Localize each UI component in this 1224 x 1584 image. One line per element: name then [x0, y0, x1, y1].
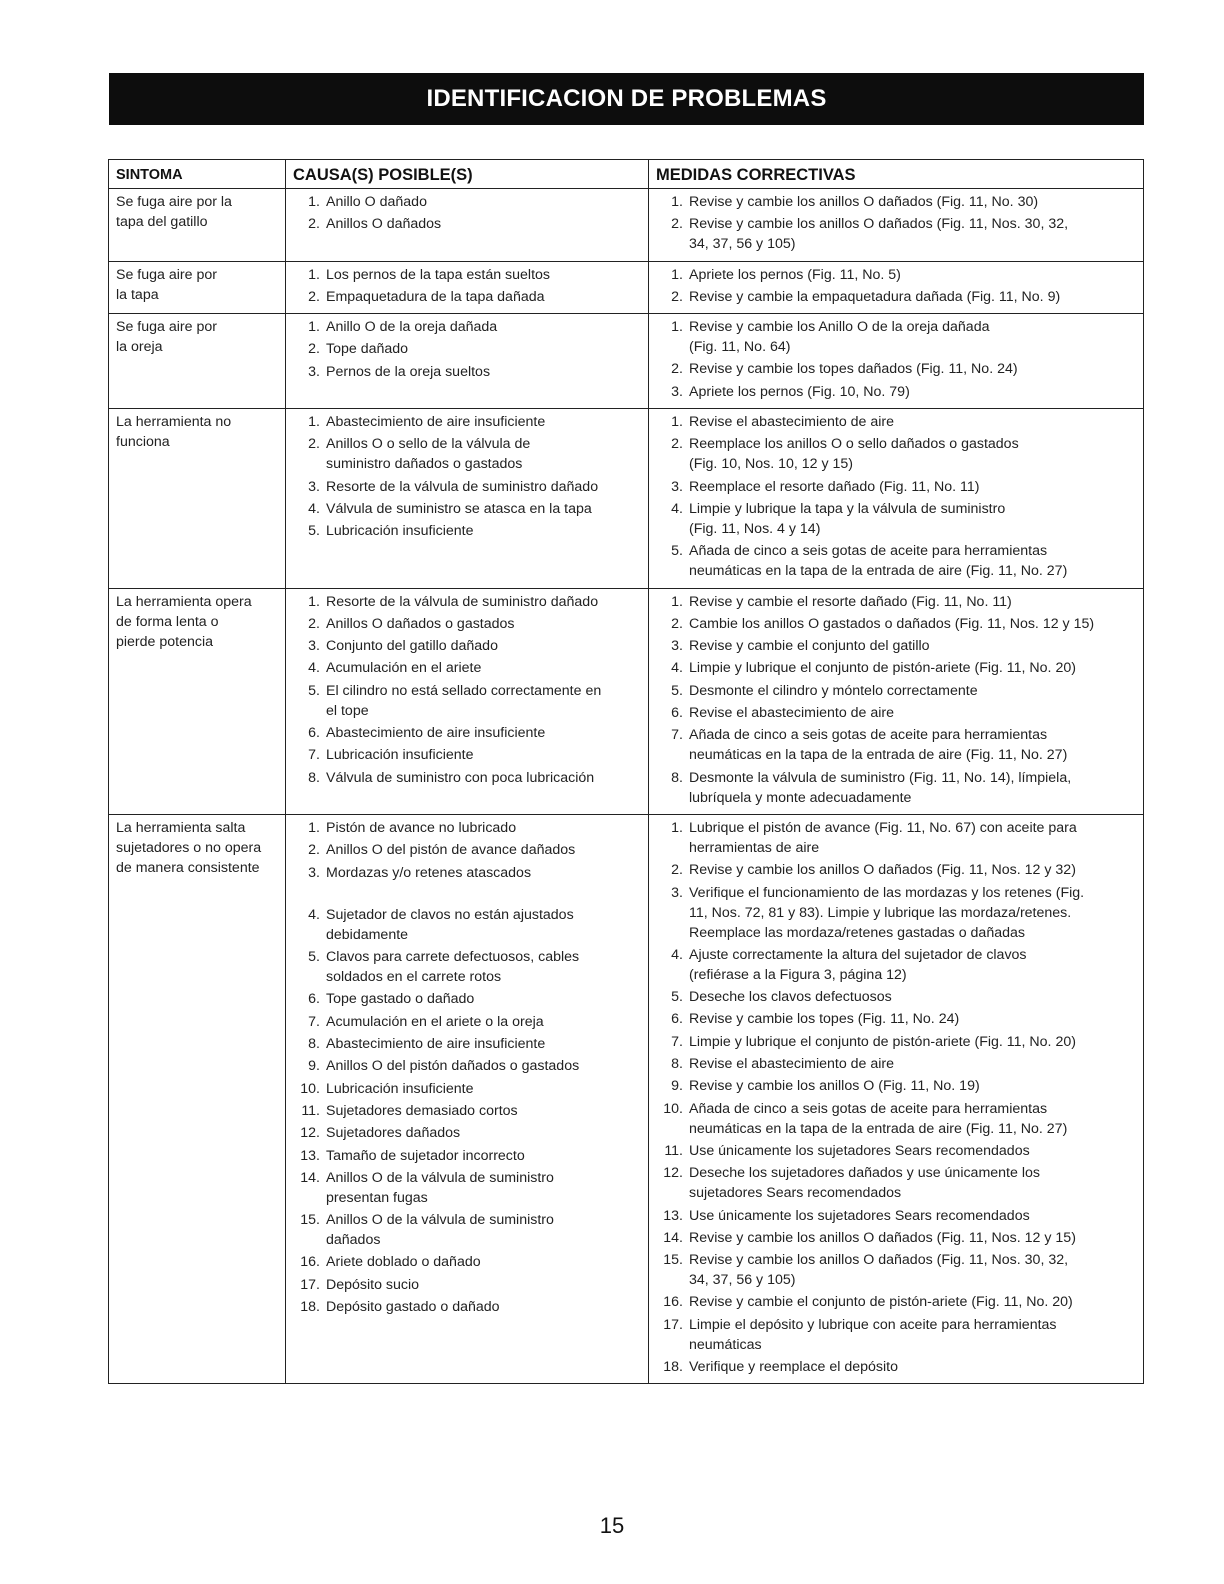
remedies-list: [653, 412, 1139, 581]
cause-item: [290, 1079, 644, 1099]
symptom-cell: La herramienta opera de forma lenta o pierde potencia: [109, 588, 286, 814]
item-number: 5.: [671, 543, 683, 560]
cause-item: [290, 1275, 644, 1295]
item-text: Pernos de la oreja sueltos: [326, 363, 491, 380]
item-text: Revise y cambie el conjunto de pistón-ariete (Fig. 11, No. 20): [689, 1294, 1073, 1311]
symptom-cell: Se fuga aire por la tapa del gatillo: [109, 189, 286, 262]
remedy-item: [653, 1315, 1139, 1355]
item-text: Revise y cambie los anillos O dañados (Fig. 11, Nos. 30, 32, 34, 37, 56 y 105): [689, 216, 1069, 253]
item-number: 6.: [671, 1011, 683, 1028]
item-text: Acumulación en el ariete o la oreja: [326, 1013, 544, 1030]
item-number: 2.: [671, 862, 683, 879]
causes-list: [290, 818, 644, 1317]
remedy-item: [653, 1206, 1139, 1226]
cause-item: [290, 840, 644, 860]
item-number: 6.: [671, 705, 683, 722]
remedies-cell: [649, 189, 1144, 262]
item-number: 1.: [671, 819, 683, 836]
item-number: 1.: [671, 593, 683, 610]
cause-item: [290, 1297, 644, 1317]
item-number: 4.: [308, 906, 320, 923]
item-number: 15.: [663, 1252, 683, 1269]
remedy-item: [653, 1141, 1139, 1161]
cause-item: [290, 636, 644, 656]
item-number: 1.: [671, 194, 683, 210]
item-number: 8.: [671, 769, 683, 786]
item-text: Anillos O del pistón de avance dañados: [326, 842, 576, 859]
item-number: 2.: [671, 288, 683, 305]
item-text: Revise el abastecimiento de aire: [689, 705, 895, 722]
table-row: [109, 588, 1144, 814]
item-text: Lubricación insuficiente: [326, 747, 474, 764]
remedy-item: [653, 818, 1139, 858]
remedy-item: [653, 1292, 1139, 1312]
remedy-item: [653, 1099, 1139, 1139]
item-number: 5.: [308, 949, 320, 966]
cause-item: [290, 499, 644, 519]
table-row: [109, 189, 1144, 262]
remedies-list: [653, 317, 1139, 402]
item-number: 1.: [671, 414, 683, 431]
item-text: Tope gastado o dañado: [326, 991, 475, 1008]
item-number: 1.: [671, 266, 683, 283]
cause-item: [290, 412, 644, 432]
remedy-item: [653, 945, 1139, 985]
item-number: 6.: [308, 991, 320, 1008]
remedies-cell: [649, 588, 1144, 814]
remedy-item: [653, 883, 1139, 943]
cause-item: [290, 818, 644, 838]
item-text: Depósito sucio: [326, 1276, 420, 1293]
item-number: 7.: [308, 747, 320, 764]
item-number: 3.: [671, 478, 683, 495]
item-number: 12.: [300, 1125, 320, 1142]
item-number: 2.: [671, 615, 683, 632]
item-number: 10.: [300, 1080, 320, 1097]
item-number: 1.: [671, 319, 683, 336]
item-number: 3.: [308, 638, 320, 655]
item-text: Apriete los pernos (Fig. 11, No. 5): [689, 266, 901, 283]
cause-item: [290, 614, 644, 634]
remedy-item: [653, 541, 1139, 581]
cause-item: [290, 265, 644, 285]
table-row: [109, 314, 1144, 409]
causes-list: [290, 192, 644, 234]
cause-item: [290, 1210, 644, 1250]
item-text: Abastecimiento de aire insuficiente: [326, 725, 546, 742]
cause-item: [290, 1101, 644, 1121]
cause-item: [290, 434, 644, 474]
item-number: 8.: [308, 1036, 320, 1053]
page-title: IDENTIFICACION DE PROBLEMAS: [426, 85, 827, 112]
header-remedies: MEDIDAS CORRECTIVAS: [649, 160, 1144, 189]
item-text: Revise y cambie los anillos O dañados (Fig. 11, Nos. 12 y 15): [689, 1229, 1076, 1246]
causes-cell: [286, 261, 649, 314]
item-number: 2.: [308, 615, 320, 632]
cause-item: [290, 1252, 644, 1272]
item-number: 3.: [308, 478, 320, 495]
table-row: [109, 814, 1144, 1383]
table-row: [109, 409, 1144, 588]
header-symptom: SINTOMA: [109, 160, 286, 189]
remedy-item: [653, 499, 1139, 539]
item-text: Revise y cambie los anillos O dañados (Fig. 11, Nos. 30, 32, 34, 37, 56 y 105): [689, 1252, 1069, 1289]
item-text: Revise y cambie los topes (Fig. 11, No. 24): [689, 1011, 960, 1028]
remedy-item: [653, 681, 1139, 701]
item-text: Ariete doblado o dañado: [326, 1254, 481, 1271]
item-text: Válvula de suministro se atasca en la tapa: [326, 500, 592, 517]
remedy-item: [653, 1009, 1139, 1029]
causes-cell: [286, 814, 649, 1383]
item-text: Resorte de la válvula de suministro dañado: [326, 478, 599, 495]
cause-item: [290, 1168, 644, 1208]
causes-list: [290, 317, 644, 382]
remedy-item: [653, 1357, 1139, 1377]
remedy-item: [653, 1032, 1139, 1052]
cause-item: [290, 339, 644, 359]
causes-cell: [286, 189, 649, 262]
causes-cell: [286, 409, 649, 588]
item-number: 7.: [308, 1013, 320, 1030]
causes-list: [290, 592, 644, 788]
item-number: 9.: [308, 1058, 320, 1075]
item-text: Resorte de la válvula de suministro dañado: [326, 593, 599, 610]
item-text: Desmonte el cilindro y móntelo correctamente: [689, 682, 978, 699]
cause-item: [290, 287, 644, 307]
item-number: 17.: [663, 1316, 683, 1333]
item-number: 1.: [308, 819, 320, 836]
remedy-item: [653, 592, 1139, 612]
table-body: [109, 189, 1144, 1384]
item-text: Revise el abastecimiento de aire: [689, 1056, 895, 1073]
item-text: Añada de cinco a seis gotas de aceite para herramientas neumáticas en la tapa de la entrada de aire (Fig. 11, No. 27): [689, 543, 1068, 580]
causes-list: [290, 412, 644, 541]
causes-cell: [286, 314, 649, 409]
item-text: Válvula de suministro con poca lubricación: [326, 769, 595, 786]
cause-item: [290, 681, 644, 721]
item-number: 9.: [671, 1078, 683, 1095]
item-number: 4.: [671, 500, 683, 517]
item-text: Ajuste correctamente la altura del sujetador de clavos (refiérase a la Figura 3, página 12): [689, 946, 1027, 983]
item-text: Anillo O dañado: [326, 194, 427, 210]
item-number: 18.: [300, 1298, 320, 1315]
item-number: 2.: [308, 842, 320, 859]
cause-item: [290, 1056, 644, 1076]
item-text: Anillos O o sello de la válvula de suministro dañados o gastados: [326, 436, 531, 473]
remedy-item: [653, 287, 1139, 307]
item-text: Revise y cambie los topes dañados (Fig. 11, No. 24): [689, 361, 1018, 378]
item-number: 4.: [671, 660, 683, 677]
item-text: Revise y cambie la empaquetadura dañada (Fig. 11, No. 9): [689, 288, 1061, 305]
item-text: Anillo O de la oreja dañada: [326, 319, 498, 336]
item-text: Conjunto del gatillo dañado: [326, 638, 498, 655]
item-text: Añada de cinco a seis gotas de aceite para herramientas neumáticas en la tapa de la entrada de aire (Fig. 11, No. 27): [689, 727, 1068, 764]
item-text: Sujetador de clavos no están ajustados debidamente: [326, 906, 574, 943]
cause-item: [290, 521, 644, 541]
cause-item: [290, 1146, 644, 1166]
remedy-item: [653, 987, 1139, 1007]
item-text: Reemplace el resorte dañado (Fig. 11, No. 11): [689, 478, 980, 495]
header-causes: CAUSA(S) POSIBLE(S): [286, 160, 649, 189]
table-row: [109, 261, 1144, 314]
item-text: Pistón de avance no lubricado: [326, 819, 517, 836]
symptom-cell: Se fuga aire por la tapa: [109, 261, 286, 314]
item-number: 3.: [671, 638, 683, 655]
item-number: 2.: [308, 341, 320, 358]
item-number: 7.: [671, 1033, 683, 1050]
item-number: 13.: [663, 1207, 683, 1224]
item-text: Añada de cinco a seis gotas de aceite para herramientas neumáticas en la tapa de la entrada de aire (Fig. 11, No. 27): [689, 1100, 1068, 1137]
item-text: Use únicamente los sujetadores Sears recomendados: [689, 1207, 1030, 1224]
item-number: 8.: [671, 1056, 683, 1073]
item-text: Lubrique el pistón de avance (Fig. 11, No. 67) con aceite para herramientas de aire: [689, 819, 1077, 856]
remedy-item: [653, 703, 1139, 723]
item-text: Deseche los sujetadores dañados y use únicamente los sujetadores Sears recomendados: [689, 1165, 1040, 1202]
item-text: Anillos O dañados: [326, 216, 442, 233]
item-text: Tope dañado: [326, 341, 409, 358]
remedy-item: [653, 1163, 1139, 1203]
item-number: 18.: [663, 1358, 683, 1375]
item-number: 3.: [671, 884, 683, 901]
item-text: Acumulación en el ariete: [326, 660, 482, 677]
item-number: 14.: [663, 1229, 683, 1246]
remedy-item: [653, 1054, 1139, 1074]
item-text: Revise y cambie los anillos O dañados (Fig. 11, Nos. 12 y 32): [689, 862, 1076, 879]
item-number: 6.: [308, 725, 320, 742]
remedies-cell: [649, 409, 1144, 588]
item-number: 1.: [308, 319, 320, 336]
item-text: Revise el abastecimiento de aire: [689, 414, 895, 431]
cause-item: [290, 768, 644, 788]
item-text: Limpie el depósito y lubrique con aceite para herramientas neumáticas: [689, 1316, 1057, 1353]
item-number: 12.: [663, 1165, 683, 1182]
item-text: Revise y cambie los Anillo O de la oreja dañada (Fig. 11, No. 64): [689, 319, 990, 356]
item-text: Cambie los anillos O gastados o dañados (Fig. 11, Nos. 12 y 15): [689, 615, 1095, 632]
item-text: Lubricación insuficiente: [326, 523, 474, 540]
item-text: Limpie y lubrique la tapa y la válvula de suministro (Fig. 11, Nos. 4 y 14): [689, 500, 1006, 537]
item-text: Anillos O de la válvula de suministro presentan fugas: [326, 1169, 554, 1206]
remedy-item: [653, 725, 1139, 765]
cause-item: [290, 362, 644, 382]
item-number: 11.: [664, 1142, 683, 1159]
remedy-item: [653, 1076, 1139, 1096]
item-number: 1.: [308, 414, 320, 431]
item-number: 5.: [671, 989, 683, 1006]
item-number: 8.: [308, 769, 320, 786]
item-number: 1.: [308, 593, 320, 610]
remedies-cell: [649, 261, 1144, 314]
item-text: Lubricación insuficiente: [326, 1080, 474, 1097]
item-text: Verifique el funcionamiento de las mordazas y los retenes (Fig. 11, Nos. 72, 81 y 83). Limpie y lubrique las mordaza/retenes. Reemplace las mordaza/retenes gastadas o dañadas: [689, 884, 1085, 941]
item-text: Revise y cambie el resorte dañado (Fig. 11, No. 11): [689, 593, 1012, 610]
item-text: Reemplace los anillos O o sello dañados o gastados (Fig. 10, Nos. 10, 12 y 15): [689, 436, 1019, 473]
item-number: 3.: [308, 864, 320, 881]
item-number: 4.: [671, 946, 683, 963]
remedy-item: [653, 192, 1139, 212]
item-text: Limpie y lubrique el conjunto de pistón-ariete (Fig. 11, No. 20): [689, 1033, 1076, 1050]
causes-cell: [286, 588, 649, 814]
table-header-row: [109, 160, 1144, 189]
item-text: Revise y cambie los anillos O dañados (Fig. 11, No. 30): [689, 194, 1039, 210]
item-number: 4.: [308, 660, 320, 677]
remedy-item: [653, 434, 1139, 474]
cause-item: [290, 947, 644, 987]
item-text: Revise y cambie el conjunto del gatillo: [689, 638, 930, 655]
remedy-item: [653, 636, 1139, 656]
item-text: Limpie y lubrique el conjunto de pistón-ariete (Fig. 11, No. 20): [689, 660, 1076, 677]
cause-item: [290, 723, 644, 743]
remedy-item: [653, 1228, 1139, 1248]
item-text: Sujetadores demasiado cortos: [326, 1102, 518, 1119]
remedies-cell: [649, 814, 1144, 1383]
item-number: 2.: [308, 216, 320, 233]
item-text: Empaquetadura de la tapa dañada: [326, 288, 545, 305]
item-number: 1.: [308, 194, 320, 210]
cause-item: [290, 477, 644, 497]
remedies-cell: [649, 314, 1144, 409]
item-number: 15.: [300, 1212, 320, 1229]
troubleshooting-table: [108, 159, 1144, 1384]
remedy-item: [653, 265, 1139, 285]
item-number: 1.: [308, 266, 320, 283]
item-text: Anillos O de la válvula de suministro dañados: [326, 1212, 554, 1249]
remedy-item: [653, 359, 1139, 379]
remedy-item: [653, 214, 1139, 254]
remedies-list: [653, 818, 1139, 1377]
item-text: Revise y cambie los anillos O (Fig. 11, No. 19): [689, 1078, 980, 1095]
item-number: 3.: [308, 363, 320, 380]
item-number: 17.: [300, 1276, 320, 1293]
item-number: 2.: [308, 436, 320, 453]
item-number: 13.: [300, 1147, 320, 1164]
item-text: Tamaño de sujetador incorrecto: [326, 1147, 525, 1164]
remedy-item: [653, 412, 1139, 432]
item-text: Desmonte la válvula de suministro (Fig. 11, No. 14), límpiela, lubríquela y monte adecuadamente: [689, 769, 1072, 806]
item-number: 7.: [671, 727, 683, 744]
item-number: 10.: [663, 1100, 683, 1117]
item-text: El cilindro no está sellado correctamente en el tope: [326, 682, 602, 719]
symptom-cell: La herramienta no funciona: [109, 409, 286, 588]
item-text: Sujetadores dañados: [326, 1125, 461, 1142]
causes-list: [290, 265, 644, 307]
item-number: 16.: [663, 1294, 683, 1311]
remedies-list: [653, 592, 1139, 808]
symptom-cell: La herramienta salta sujetadores o no opera de manera consistente: [109, 814, 286, 1383]
cause-item: [290, 1034, 644, 1054]
cause-item: [290, 1123, 644, 1143]
item-number: 2.: [671, 361, 683, 378]
remedies-list: [653, 192, 1139, 254]
remedy-item: [653, 860, 1139, 880]
item-number: 5.: [308, 523, 320, 540]
item-number: 5.: [308, 682, 320, 699]
item-number: 4.: [308, 500, 320, 517]
item-text: Apriete los pernos (Fig. 10, No. 79): [689, 383, 910, 400]
remedy-item: [653, 768, 1139, 808]
page-title-banner: [109, 73, 1144, 125]
item-text: Anillos O dañados o gastados: [326, 615, 515, 632]
symptom-cell: Se fuga aire por la oreja: [109, 314, 286, 409]
item-text: Los pernos de la tapa están sueltos: [326, 266, 551, 283]
remedy-item: [653, 317, 1139, 357]
cause-item: [290, 1012, 644, 1032]
remedy-item: [653, 477, 1139, 497]
item-number: 5.: [671, 682, 683, 699]
remedy-item: [653, 658, 1139, 678]
item-number: 2.: [671, 216, 683, 233]
cause-item: [290, 214, 644, 234]
cause-item: [290, 989, 644, 1009]
item-number: 11.: [301, 1102, 320, 1119]
remedy-item: [653, 1250, 1139, 1290]
cause-item: [290, 317, 644, 337]
cause-item: [290, 745, 644, 765]
cause-item: [290, 905, 644, 945]
item-text: Depósito gastado o dañado: [326, 1298, 500, 1315]
item-text: Anillos O del pistón dañados o gastados: [326, 1058, 580, 1075]
item-number: 2.: [671, 436, 683, 453]
cause-item: [290, 192, 644, 212]
item-number: 14.: [300, 1169, 320, 1186]
item-text: Mordazas y/o retenes atascados: [326, 864, 532, 881]
item-number: 16.: [300, 1254, 320, 1271]
remedies-list: [653, 265, 1139, 307]
cause-item: [290, 658, 644, 678]
item-text: Abastecimiento de aire insuficiente: [326, 414, 546, 431]
item-text: Clavos para carrete defectuosos, cables soldados en el carrete rotos: [326, 949, 580, 986]
item-number: 3.: [671, 383, 683, 400]
cause-item: [290, 592, 644, 612]
item-text: Deseche los clavos defectuosos: [689, 989, 892, 1006]
item-text: Use únicamente los sujetadores Sears recomendados: [689, 1142, 1030, 1159]
item-text: Abastecimiento de aire insuficiente: [326, 1036, 546, 1053]
item-text: Verifique y reemplace el depósito: [689, 1358, 898, 1375]
remedy-item: [653, 614, 1139, 634]
cause-item: [290, 863, 644, 903]
item-number: 2.: [308, 288, 320, 305]
page-number: 15: [599, 1513, 625, 1538]
remedy-item: [653, 382, 1139, 402]
